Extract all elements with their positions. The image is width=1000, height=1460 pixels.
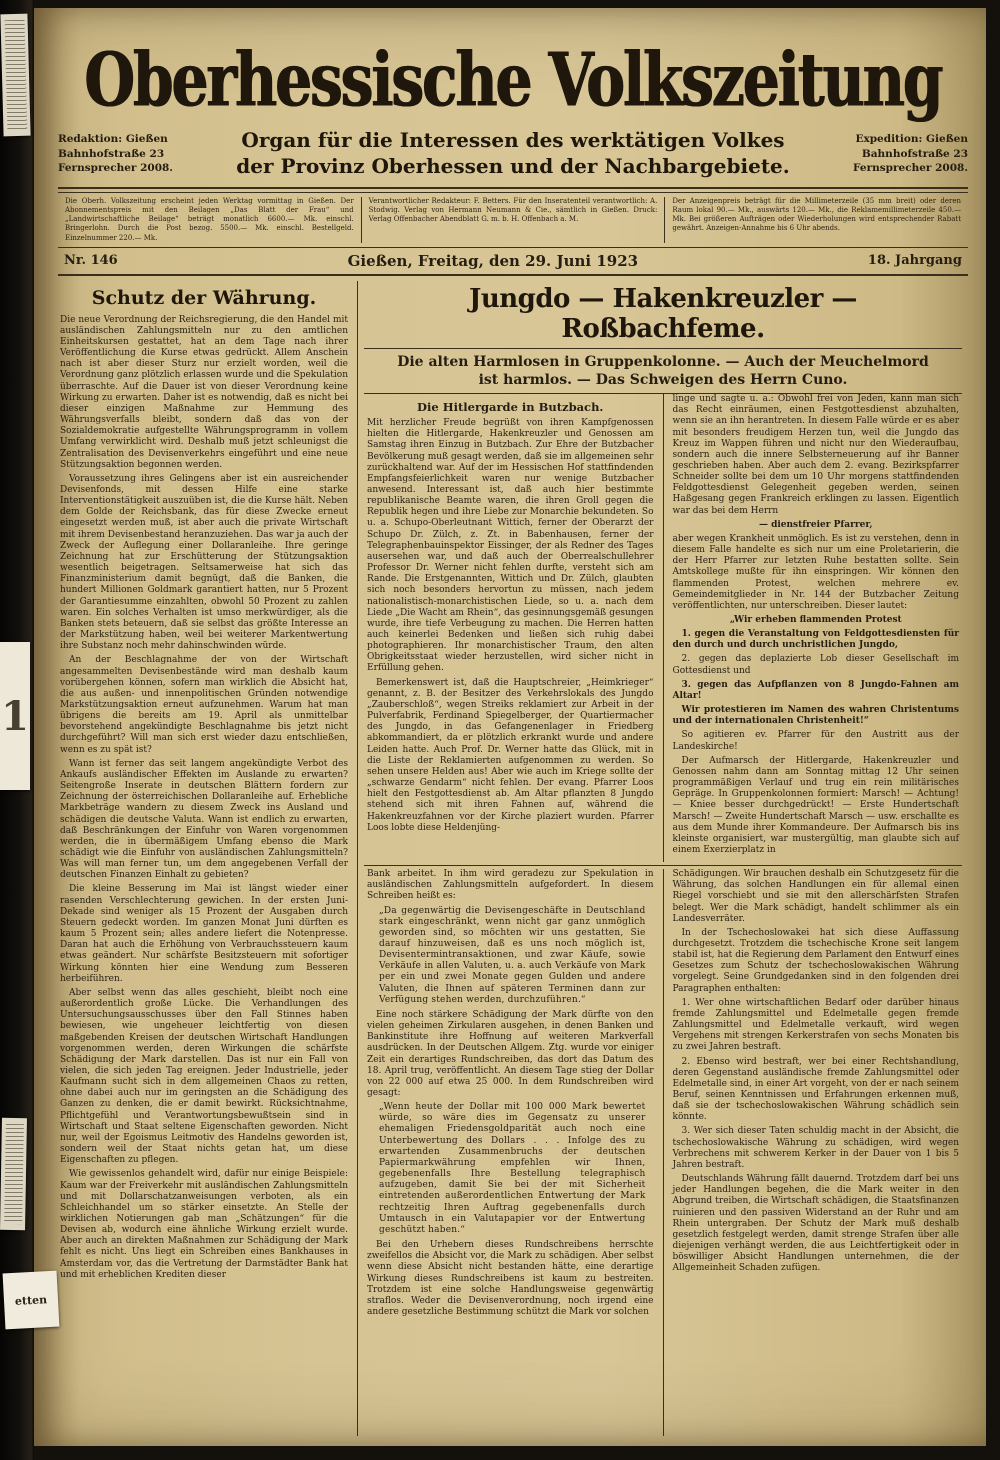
article-paragraph: So agitieren ev. Pfarrer für den Austritt aus der Landeskirche!	[672, 730, 959, 752]
article-paragraph: Der Aufmarsch der Hitlergarde, Hakenkreuzler und Genossen nahm dann am Sonntag mittag 12 Uhr seinen programmäßigen Verlauf und trug ein rein militärisches Gepräge. In Gruppenkolonnen formiert: Marsch! — Achtung! — Kniee besser durchgedrückt! — Erste Hundertschaft Marsch! — Zweite Hundertschaft Marsch — usw. erschallte es aus dem Munde ihrer Kommandeure. Der Aufmarsch bis ins kleinste organisiert, war mustergültig, man glaubte sich auf einem Exerzierplatz in	[672, 755, 959, 855]
column-right	[663, 394, 969, 862]
quoted-circular: „Da gegenwärtig die Devisengeschäfte in Deutschland stark eingeschränkt, wenn nicht gar ganz unmöglich geworden sind, so möchten wir uns gestatten, Sie darauf hinzuweisen, daß es uns noch möglich ist, Devisentermintransaktionen, und zwar Käufe, sowie Verkäufe in allen Valuten, u. a. auch Verkäufe von Mark per ein und zwei Monate gegen Gulden und andere Valuten, die Ihnen auf späteren Terminen dann zur Verfügung stehen werden, durchzuführen.“	[379, 905, 646, 1005]
fragment-text-lines	[5, 20, 28, 130]
article-paragraph: Wie gewissenlos gehandelt wird, dafür nur einige Beispiele: Kaum war der Freiverkehr mit ausländischen Zahlungsmitteln und mit Dollarschatzanweisungen verboten, als ein Schleichhandel um so stärker einsetzte. An Stelle der wirklichen Notierungen gab man „Schätzungen“ für die Devisen ab, wodurch eine ähnliche Wirkung erzielt wurde. Aber auch an direkten Maßnahmen zur Schädigung der Mark fehlt es nicht. Uns liegt ein Schreiben eines Bankhauses in Amsterdam vor, das die Vertretung der Darmstädter Bank hat und mit erheblichen Krediten dieser	[60, 1169, 348, 1280]
page-content	[58, 281, 968, 1436]
margin-page-number: 1	[0, 642, 30, 790]
article-paragraph: 2. gegen das deplazierte Lob dieser Gesellschaft im Gottesdienst und	[672, 654, 959, 676]
expedition-line: Fernsprecher 2008.	[853, 161, 968, 174]
expedition-line: Expedition: Gießen	[855, 133, 968, 146]
newspaper-title: Oberhessische Volkszeitung	[84, 36, 942, 124]
redaktion-line: Fernsprecher 2008.	[58, 161, 173, 174]
expedition-line: Bahnhofstraße 23	[861, 147, 968, 160]
article-paragraph: 3. Wer sich dieser Taten schuldig macht in der Absicht, die tschechoslowakische Währung zu schädigen, wird wegen Verbrechens mit schwerem Kerker in der Dauer von 1 bis 5 Jahren bestraft.	[672, 1126, 959, 1170]
article-subhead-jungdo	[364, 348, 962, 394]
imprint-right: Der Anzeigenpreis beträgt für die Millimeterzeile (35 mm breit) oder deren Raum lokal 90.— Mk., auswärts 120.— Mk., die Reklamemillimeterzeile 450.— Mk. Bei größeren Aufträgen oder Wiederholungen wird entsprechender Rabatt gewährt. Anzeigen-Annahme bis 6 Uhr abends.	[664, 197, 968, 242]
article-paragraph: Deutschlands Währung fällt dauernd. Trotzdem darf bei uns jeder Handlungen begehen, die die Mark weiter in den Abgrund treiben, die Wirtschaft schädigen, die Staatsfinanzen ruinieren und den passiven Widerstand an der Ruhr und am Rhein untergraben. Der Schutz der Mark muß deshalb gesetzlich festgelegt werden, damit strenge Strafen über alle diejenigen verhängt werden, die aus Leichtfertigkeit oder in böswilliger Absicht Handlungen unternehmen, die der Allgemeinheit Schaden zufügen.	[672, 1174, 959, 1274]
article-paragraph: linge und sagte u. a.: Obwohl frei von Jeden, kann man sich das Recht einräumen, einen Festgottesdienst abzuhalten, wenn sie an ihn herantreten. In diesem Falle würde er es aber mit besonders freudigem Herzen tun, weil die Jungdo das Kreuz im Wappen führen und nicht nur den Wiederaufbau, sondern auch die innere Selbsterneuerung auf ihr Banner geschrieben haben. Aber auch dem 2. evang. Bezirkspfarrer Schneider sollte bei dem um 10 Uhr morgens stattfindenden Feldgottesdienst Gelegenheit gegeben werden, seinen Haßgesang gegen Frankreich erklingen zu lassen. Eigentlich war das bei dem Herrn	[672, 394, 959, 516]
article-head-jungdo	[358, 281, 968, 394]
subtitle-line: der Provinz Oberhessen und der Nachbargebiete.	[236, 153, 790, 178]
fragment-text-lines	[4, 1124, 24, 1224]
page-sheet	[34, 8, 986, 1446]
article-paragraph: Wir protestieren im Namen des wahren Christentums und der internationalen Christenheit!“	[672, 705, 959, 727]
article-paragraph: Die neue Verordnung der Reichsregierung, die den Handel mit ausländischen Zahlungsmitteln nur zu den amtlichen Einheitskursen gestattet, hat an dem Tage nach ihrer Veröffentlichung die Kurse etwas gedrückt. Allem Anschein nach ist aber dieser Sturz nur erzielt worden, weil die Verordnung ganz plötzlich erlassen wurde und die Spekulation überraschte. Auf die Dauer ist von dieser Verordnung keine Wirkung zu erwarten. Daher ist es notwendig, daß es nicht bei dieser einzigen Maßnahme zur Hemmung des Währungsverfalls bleibt, sondern daß das von der Sozialdemokratie aufgestellte Währungsprogramm in vollem Umfang verwirklicht wird. Deshalb muß jetzt schleunigst die Zentralisation des Devisenverkehrs eingeführt und eine neue Stützungsaktion begonnen werden.	[60, 314, 348, 470]
article-paragraph: Mit herzlicher Freude begrüßt von ihren Kampfgenossen hielten die Hitlergarde, Hakenkreuzler und Genossen am Samstag ihren Einzug in Butzbach. Zur Ehre der Butzbacher Bevölkerung muß gesagt werden, daß sie im allgemeinen sehr zurückhaltend war. Auf der im Hessischen Hof stattfindenden Empfangsfeierlichkeit waren nur wenige Butzbacher anwesend. Interessant ist, daß auch hier bestimmte republikanische Beamte waren, die ihren Groll gegen die Republik hegen und ihre Liebe zur Monarchie bekundeten. So u. a. Schupo-Oberleutnant Wittich, ferner der Oberarzt der Schupo Dr. Zülch, z. Zt. in Babenhausen, ferner der Telegraphenbauinspektor Eissinger, der als Redner des Tages ausersehen war, und daß auch der Oberrealschullehrer Professor Dr. Werner nicht fehlen durfte, versteht sich am Rande. Die Erstgenannten, Wittich und Dr. Zülch, glaubten sich noch besonders hervortun zu müssen, nach jedem nationalistisch-monarchistischen Liede, so u. a. nach dem Liede „Die Wacht am Rhein“, das gesinnungsgemäß gesungen wurde, ihre tiefe Verbeugung zu machen. Die Herren hatten auch keinerlei Bedenken und ließen sich ruhig dabei photographieren. Ihr monarchistischer Traum, den alten Obrigkeitsstaat wieder herzustellen, wird sicher nicht in Erfüllung gehen.	[367, 418, 654, 674]
article-paragraph: 2. Ebenso wird bestraft, wer bei einer Rechtshandlung, deren Gegenstand ausländische fremde Zahlungsmittel oder Edelmetalle sind, in einer Art vorgeht, von der er nach seinem Beruf, seinen Kenntnissen und Erfahrungen erkennen muß, daß sie der tschechoslowakischen Währung schädlich sein könnte.	[672, 1056, 959, 1123]
article-paragraph: „Wir erheben flammenden Protest	[729, 615, 902, 625]
date-text: Gießen, Freitag, den 29. Juni 1923	[347, 251, 639, 270]
imprint-box	[58, 193, 968, 247]
column-right-zone	[357, 281, 968, 1436]
torn-paper-fragment	[0, 1118, 27, 1230]
column-middle	[358, 394, 663, 862]
article-paragraph: Bei den Urhebern dieses Rundschreibens herrschte zweifellos die Absicht vor, die Mark zu schädigen. Aber selbst wenn diese Absicht nicht bestanden hätte, eine derartige Wirkung dieses Rundschreibens ist kaum zu bestreiten. Trotzdem ist eine solche Handlungsweise gegenwärtig straflos. Weder die Devisenverordnung, noch irgend eine andere gesetzliche Bestimmung schützt die Mark vor solchen	[367, 1240, 654, 1317]
issue-number: Nr. 146	[64, 253, 118, 269]
article-paragraph: 3. gegen das Aufpflanzen von 8 Jungdo-Fahnen am Altar!	[672, 679, 959, 701]
redaktion-line: Redaktion: Gießen	[58, 133, 168, 146]
newspaper-page	[34, 8, 986, 1446]
article-paragraph: — dienstfreier Pfarrer,	[758, 519, 873, 530]
article-paragraph: Wann ist ferner das seit langem angekündigte Verbot des Ankaufs ausländischer Effekten im Auslande zu erwarten? Seitengroße Inserate in deutschen Blättern fordern zur Zeichnung der österreichischen Dollaranleihe auf. Erhebliche Markbeträge wandern zu diesem Zweck ins Ausland und schädigen die deutsche Valuta. Wann ist endlich zu erwarten, daß Beschränkungen der Einfuhr von Waren vorgenommen werden, die in übermäßigem Umfang ebenso die Mark schädigt wie die Einfuhr von ausländischen Zahlungsmitteln? Was will man ferner tun, um dem angegebenen Verfall der deutschen Finanzen Einhalt zu gebieten?	[60, 758, 348, 881]
column-middle-lower	[358, 869, 663, 1436]
masthead-row	[58, 128, 968, 179]
article-paragraph: Bemerkenswert ist, daß die Hauptschreier, „Heimkrieger“ genannt, z. B. der Besitzer des Verkehrslokals des Jungdo „Zauberschloß“, wegen Streiks reklamiert zur Arbeit in der Pulverfabrik, Ferdinand Spiegelberger, der Quartiermacher des Jungdo, in das Gefangenenlager in Friedberg abkommandiert, da er plötzlich erkrankt wurde und andere Leiden hatte. Auch Prof. Dr. Werner hatte das Glück, mit in die Liste der Reklamierten aufgenommen zu werden. So sehen unsere Helden aus! Aber wie auch im Kriege sollte der „schwarze Gendarm“ nicht fehlen. Der evang. Pfarrer Loos hielt den Festgottesdienst ab. Am Altar pflanzten 8 Jungdo stehend sich mit ihren Fahnen auf, während die Hakenkreuzfahnen vor der Kirche plaziert wurden. Pfarrer Loos lobte diese Heldenjüng-	[367, 677, 654, 833]
subtitle	[226, 128, 800, 179]
column-right-lower	[663, 869, 969, 1436]
article-paragraph: Bank arbeitet. In ihm wird geradezu zur Spekulation in ausländischen Zahlungsmitteln aufgefordert. In diesem Schreiben heißt es:	[367, 869, 654, 902]
section-head-butzbach: Die Hitlergarde in Butzbach.	[417, 400, 604, 415]
article-paragraph: Voraussetzung ihres Gelingens aber ist ein ausreichender Devisenfonds, mit dessen Hilfe eine starke Interventionstätigkeit auszuüben ist, die die Kurse hält. Neben dem Golde der Reichsbank, das für diese Zwecke erneut eingesetzt werden muß, ist aber auch die private Wirtschaft mit ihrem Devisenbestand heranzuziehen. Das war ja auch der Zweck der Auflegung einer Dollaranleihe. Ihre geringe Zeichnung hat zur Erschütterung der Stützungsaktion wesentlich beigetragen. Seltsamerweise hat sich das Finanzministerium damit begnügt, daß die Banken, die hundert Millionen Goldmark garantiert hatten, nur 5 Prozent der Garantiesumme einzahlten, obwohl 50 Prozent zu zahlen waren. Ein solches Verhalten ist umso merkwürdiger, als die Banken stets beteuern, daß sie selbst das größte Interesse an der Markstützung haben, weil bei weiterer Markentwertung ihre Substanz noch mehr dahinschwinden würde.	[60, 473, 348, 652]
imprint-left: Die Oberh. Volkszeitung erscheint jeden Werktag vormittag in Gießen. Der Abonnementspreis mit den Beilagen „Das Blatt der Frau“ und „Landwirtschaftliche Beilage“ beträgt monatlich 6600.— Mk. einschl. Bringerlohn. Durch die Post bezog. 5500.— Mk. einschl. Bestellgeld. Einzelnummer 220.— Mk.	[65, 197, 354, 242]
article-paragraph: 1. Wer ohne wirtschaftlichen Bedarf oder darüber hinaus fremde Zahlungsmittel und Edelmetalle gegen fremde Zahlungsmittel und Edelmetalle verkauft, wird wegen Vergehens mit strengen Kerkerstrafen von sechs Monaten bis zu zwei Jahren bestraft.	[672, 997, 959, 1053]
article-paragraph: An der Beschlagnahme der von der Wirtschaft angesammelten Devisenbestände wird man deshalb kaum vorübergehen können, sofern man wirklich die Absicht hat, die aus außen- und innenpolitischen Gründen notwendige Markstützungsaktion erneut aufzunehmen. Warum hat man übrigens die bereits am 19. April als unmittelbar bevorstehend angekündigte Beschlagnahme bis jetzt nicht durchgeführt? Will man sich erst wieder dazu entschließen, wenn es zu spät ist?	[60, 655, 348, 755]
subtitle-line: Organ für die Interessen des werktätigen Volkes	[241, 128, 785, 152]
dateline	[58, 248, 968, 276]
subhead-line: Die alten Harmlosen in Gruppenkolonne. — Auch der Meuchelmord	[397, 353, 929, 370]
imprint-center: Verantwortlicher Redakteur: F. Betters. Für den Inseratenteil verantwortlich: A. Stodwig. Verlag von Hermann Neumann & Cie., sämtlich in Gießen. Druck: Verlag Offenbacher Abendblatt G. m. b. H. Offenbach a. M.	[361, 197, 665, 242]
article-paragraph: Schädigungen. Wir brauchen deshalb ein Schutzgesetz für die Währung, das solchen Handlungen ein für allemal einen Riegel vorschiebt und sie mit den allerschärfsten Strafen belegt. Wer die Mark schädigt, handelt schlimmer als ein Landesverräter.	[672, 869, 959, 924]
quoted-circular: „Wenn heute der Dollar mit 100 000 Mark bewertet würde, so wäre dies im Gegensatz zu unserer ehemaligen Friedensgoldparität auch noch eine Unterbewertung des Dollars . . . Infolge des zu erwartenden Zusammenbruchs der deutschen Papiermarkwährung empfehlen wir Ihnen, gegebenenfalls Ihre Bestellung telegraphisch aufzugeben, damit Sie bei der mit Sicherheit eintretenden außerordentlichen Entwertung der Mark rechtzeitig Ihren Auftrag gegebenenfalls durch Umtausch in ein Valutapapier vor der Entwertung geschützt haben.“	[379, 1102, 646, 1235]
article-headline-jungdo: Jungdo — Hakenkreuzler — Roßbachfeme.	[469, 283, 857, 344]
article-headline-currency: Schutz der Währung.	[91, 286, 317, 309]
article-paragraph: Die kleine Besserung im Mai ist längst wieder einer rasenden Verschlechterung gewichen. In der ersten Juni-Dekade sind weniger als 15 Prozent der Ausgaben durch Steuern gedeckt worden. Im ganzen Monat Juni dürften es kaum 5 Prozent sein; alles andere liefert die Notenpresse. Daran hat auch die Erhöhung von Verbrauchssteuern kaum etwas geändert. Nur schärfste Besitzsteuern mit sofortiger Wirkung könnten hier eine Wendung zum Besseren herbeiführen.	[60, 884, 348, 984]
torn-paper-fragment	[0, 14, 30, 137]
article-paragraph: Eine noch stärkere Schädigung der Mark dürfte von den vielen geheimen Zirkularen ausgehen, in denen Banken und Bankinstitute ihre Hoffnung auf weiteren Markverfall ausdrücken. In der Deutschen Allgem. Ztg. wurde vor einiger Zeit ein derartiges Rundschreiben, das dort das Datum des 18. April trug, veröffentlicht. An diesem Tage stieg der Dollar von 22 000 auf etwa 25 000. In dem Rundschreiben wird gesagt:	[367, 1009, 654, 1098]
expedition-block	[800, 132, 968, 175]
subhead-line: ist harmlos. — Das Schweigen des Herrn Cuno.	[478, 371, 848, 388]
article-paragraph: In der Tschechoslowakei hat sich diese Auffassung durchgesetzt. Trotzdem die tschechische Krone seit langem stabil ist, hat die Regierung dem Parlament den Entwurf eines Gesetzes zum Schutz der tschechoslowakischen Währung vorgelegt. Seine Grundgedanken sind in den folgenden drei Paragraphen enthalten:	[672, 927, 959, 994]
section-divider	[364, 865, 962, 866]
column-left	[58, 281, 357, 1436]
article-paragraph: Aber selbst wenn das alles geschieht, bleibt noch eine außerordentlich große Lücke. Die Verhandlungen des Untersuchungsausschusses über den Fall Stinnes haben bewiesen, wie ungeheuer leichtfertig von diesen maßgebenden Kreisen der deutschen Wirtschaft Handlungen vorgenommen werden, deren Wirkungen die schärfste Schädigung der Mark darstellen. Das ist nur ein Fall von vielen, die sich jeden Tag ereignen. Jeder Industrielle, jeder Kaufmann sucht sich in dem allgemeinen Chaos zu retten, ohne dabei auch nur im geringsten an die Schädigung des Ganzen zu denken, die er damit bewirkt. Rücksichtnahme, Pflichtgefühl und Verantwortungsbewußtsein sind in Wirtschaft und Staat seltene Eigenschaften geworden. Nicht nur, weil der Egoismus Leitmotiv des Handelns geworden ist, sondern weil der Staat nichts getan hat, um diese Eigenschaften zu pflegen.	[60, 987, 348, 1166]
continuation-columns	[358, 869, 968, 1436]
article-paragraph: aber wegen Krankheit unmöglich. Es ist zu verstehen, denn in diesem Falle handelte es sich nur um eine Proletarierin, die der Herr Pfarrer zur letzten Ruhe bestatten sollte. Sein Amtskollege mußte für ihn einspringen. Wir können den flammenden Protest, welchen mehrere ev. Gemeindemitglieder in Nr. 144 der Butzbacher Zeitung veröffentlichten, nur unterschreiben. Dieser lautet:	[672, 533, 959, 611]
article-paragraph: 1. gegen die Veranstaltung von Feldgottesdiensten für den durch und durch unchristlichen Jungdo,	[672, 629, 959, 651]
volume-text: 18. Jahrgang	[867, 253, 962, 269]
torn-paper-fragment: etten	[3, 1271, 60, 1330]
jungdo-columns	[358, 394, 968, 862]
redaktion-line: Bahnhofstraße 23	[58, 147, 165, 160]
redaktion-block	[58, 132, 226, 175]
masthead	[58, 14, 968, 179]
